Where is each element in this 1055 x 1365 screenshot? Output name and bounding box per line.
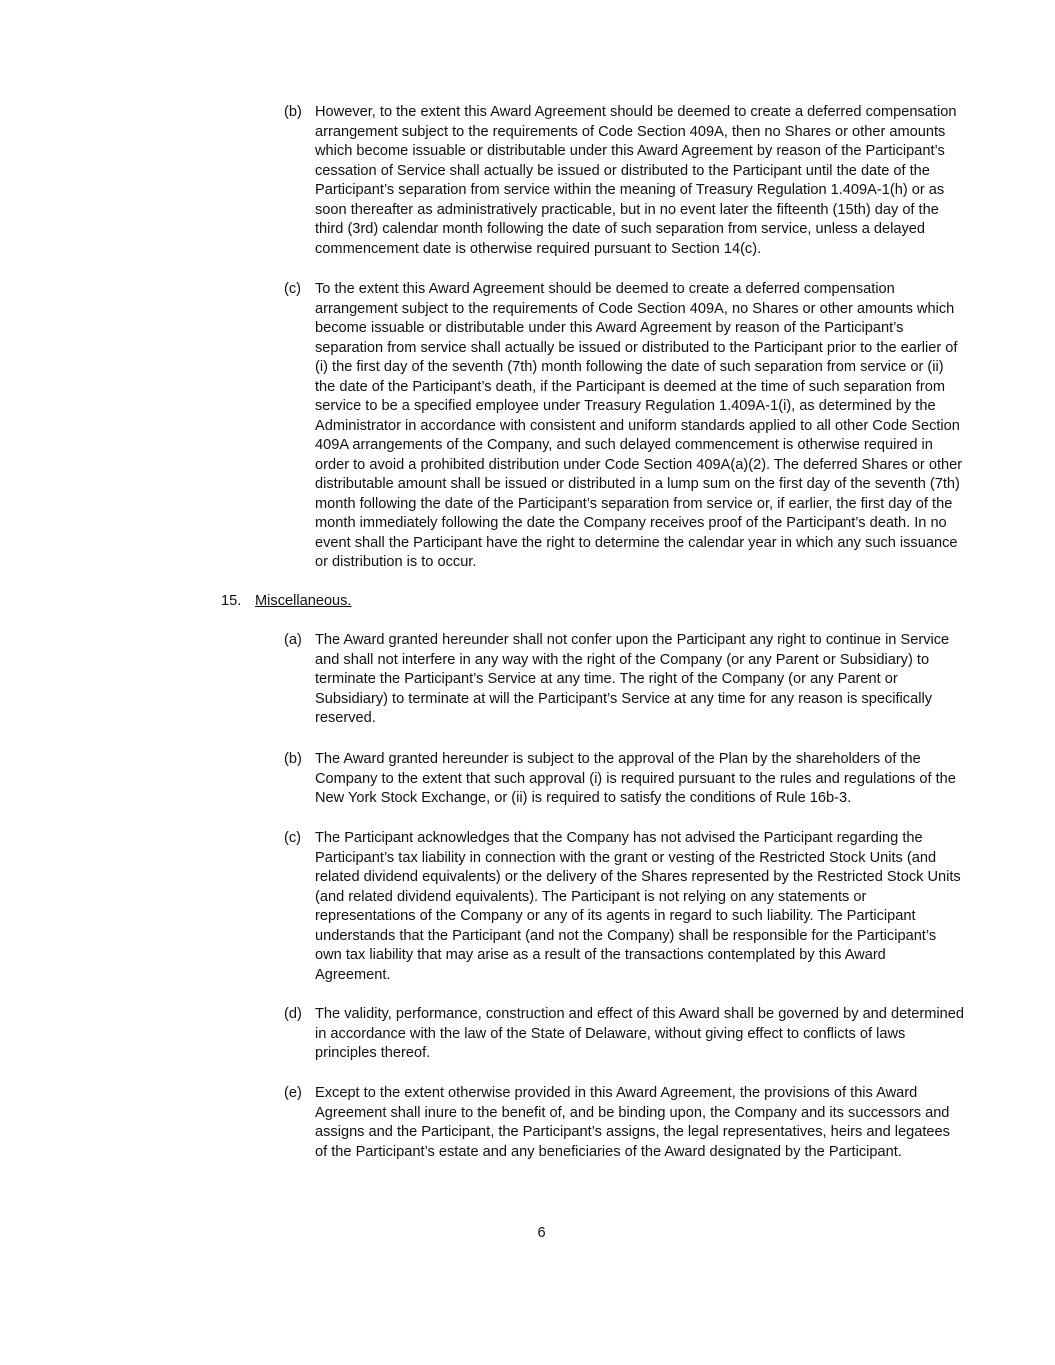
section-number: 15. bbox=[221, 593, 242, 609]
paragraph-label: (b) bbox=[284, 104, 302, 120]
paragraph-label: (c) bbox=[284, 281, 302, 297]
section-title: Miscellaneous. bbox=[255, 593, 352, 609]
paragraph-text: Except to the extent otherwise provided in this Award Agreement, the provisions of this Award Agreement shall inure to the benefit of, and be binding upon, the Company and its successors and assigns and the Participant, the Participant’s assigns, the legal representatives, heirs and legatees of the Participant’s estate and any beneficiaries of the Award designated by the Participant. bbox=[315, 1085, 950, 1160]
paragraph-14b bbox=[284, 103, 964, 259]
section-heading-15 bbox=[221, 592, 352, 612]
paragraph-label: (d) bbox=[284, 1006, 302, 1022]
paragraph-label: (e) bbox=[284, 1085, 302, 1101]
page-number: 6 bbox=[537, 1225, 546, 1241]
paragraph-label: (c) bbox=[284, 830, 302, 846]
paragraph-15d bbox=[284, 1005, 964, 1064]
paragraph-15a bbox=[284, 631, 964, 729]
paragraph-14c bbox=[284, 280, 964, 573]
paragraph-label: (b) bbox=[284, 751, 302, 767]
paragraph-text: The validity, performance, construction and effect of this Award shall be governed by and determined in accordance with the law of the State of Delaware, without giving effect to conflicts of laws principles thereof. bbox=[315, 1006, 964, 1061]
paragraph-text: To the extent this Award Agreement should be deemed to create a deferred compensation arrangement subject to the requirements of Code Section 409A, no Shares or other amounts which become issuable or distributable under this Award Agreement by reason of the Participant’s separation from service shall actually be issued or distributed to the Participant prior to the earlier of (i) the first day of the seventh (7th) month following the date of such separation from service or (ii) the date of the Participant’s death, if the Participant is deemed at the time of such separation from service to be a specified employee under Treasury Regulation 1.409A-1(i), as determined by the Administrator in accordance with consistent and uniform standards applied to all other Code Section 409A arrangements of the Company, and such delayed commencement is otherwise required in order to avoid a prohibited distribution under Code Section 409A(a)(2). The deferred Shares or other distributable amount shall be issued or distributed in a lump sum on the first day of the seventh (7th) month following the date of the Participant’s separation from service or, if earlier, the first day of the month immediately following the date the Company receives proof of the Participant’s death. In no event shall the Participant have the right to determine the calendar year in which any such issuance or distribution is to occur. bbox=[315, 281, 963, 570]
paragraph-text: The Award granted hereunder is subject to the approval of the Plan by the shareholders of the Company to the extent that such approval (i) is required pursuant to the rules and regulations of the New York Stock Exchange, or (ii) is required to satisfy the conditions of Rule 16b-3. bbox=[315, 751, 956, 806]
paragraph-15e bbox=[284, 1084, 964, 1162]
paragraph-15c bbox=[284, 829, 964, 985]
paragraph-text: The Participant acknowledges that the Company has not advised the Participant regarding the Participant’s tax liability in connection with the grant or vesting of the Restricted Stock Units (and related dividend equivalents) or the delivery of the Shares represented by the Restricted Stock Units (and related dividend equivalents). The Participant is not relying on any statements or representations of the Company or any of its agents in regard to such liability. The Participant understands that the Participant (and not the Company) shall be responsible for the Participant’s own tax liability that may arise as a result of the transactions contemplated by this Award Agreement. bbox=[315, 830, 961, 983]
paragraph-label: (a) bbox=[284, 632, 302, 648]
paragraph-15b bbox=[284, 750, 964, 809]
paragraph-text: However, to the extent this Award Agreement should be deemed to create a deferred compensation arrangement subject to the requirements of Code Section 409A, then no Shares or other amounts which become issuable or distributable under this Award Agreement by reason of the Participant’s cessation of Service shall actually be issued or distributed to the Participant until the date of the Participant’s separation from service within the meaning of Treasury Regulation 1.409A-1(h) or as soon thereafter as administratively practicable, but in no event later the fifteenth (15th) day of the third (3rd) calendar month following the date of such separation from service, unless a delayed commencement date is otherwise required pursuant to Section 14(c). bbox=[315, 104, 957, 257]
paragraph-text: The Award granted hereunder shall not confer upon the Participant any right to continue in Service and shall not interfere in any way with the right of the Company (or any Parent or Subsidiary) to terminate the Participant’s Service at any time. The right of the Company (or any Parent or Subsidiary) to terminate at will the Participant’s Service at any time for any reason is specifically reserved. bbox=[315, 632, 950, 726]
